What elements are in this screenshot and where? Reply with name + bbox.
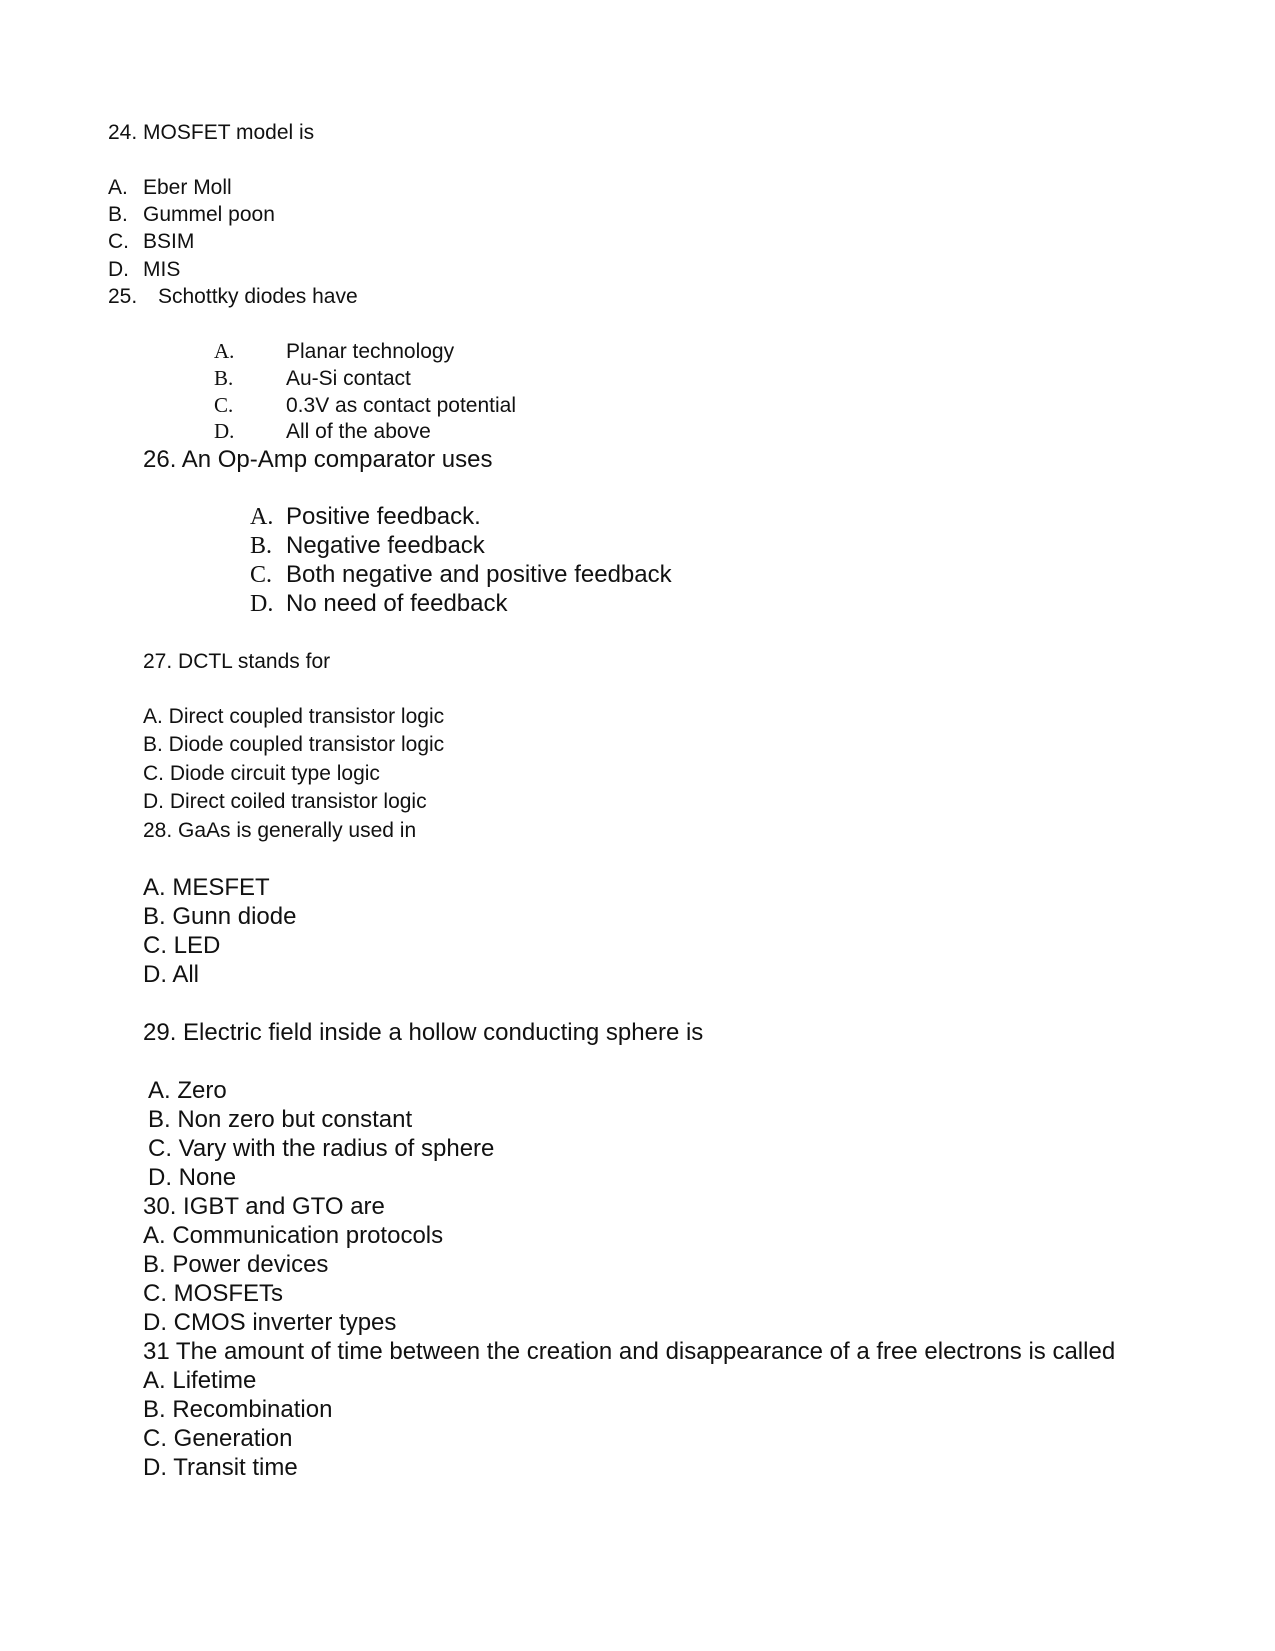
q30-option-a: A. Communication protocols	[143, 1222, 444, 1249]
question-28: 28. GaAs is generally used in	[143, 819, 417, 842]
q29-option-a: A. Zero	[148, 1077, 227, 1104]
q26-option-b-text: Negative feedback	[286, 532, 485, 559]
q29-option-d: D. None	[148, 1164, 237, 1191]
q28-option-c: C. LED	[143, 932, 221, 959]
q29-option-c: C. Vary with the radius of sphere	[148, 1135, 495, 1162]
q24-option-a-letter: A.	[108, 176, 128, 199]
q25-option-a-text: Planar technology	[286, 340, 455, 363]
q29-option-b: B. Non zero but constant	[148, 1106, 413, 1133]
q24-option-b-letter: B.	[108, 203, 128, 226]
q25-option-b-letter: B.	[214, 366, 234, 390]
q28-option-a: A. MESFET	[143, 874, 270, 901]
q27-option-d: D. Direct coiled transistor logic	[143, 790, 427, 813]
question-29: 29. Electric field inside a hollow conducting sphere is	[143, 1019, 704, 1046]
q25-option-a-letter: A.	[214, 339, 235, 363]
q31-option-b: B. Recombination	[143, 1396, 333, 1423]
q25-option-b-text: Au-Si contact	[286, 367, 411, 390]
q26-option-a-text: Positive feedback.	[286, 503, 481, 530]
q26-option-d-letter: D.	[250, 591, 274, 617]
question-26: 26. An Op-Amp comparator uses	[143, 446, 493, 473]
q30-option-c: C. MOSFETs	[143, 1280, 284, 1307]
q31-option-a: A. Lifetime	[143, 1367, 257, 1394]
question-31: 31 The amount of time between the creation and disappearance of a free electrons is called	[143, 1338, 1116, 1365]
q24-option-c-letter: C.	[108, 230, 129, 253]
q25-option-d-text: All of the above	[286, 420, 431, 443]
q26-option-b-letter: B.	[250, 533, 273, 559]
question-27: 27. DCTL stands for	[143, 650, 331, 673]
q30-option-d: D. CMOS inverter types	[143, 1309, 397, 1336]
q31-option-c: C. Generation	[143, 1425, 293, 1452]
q28-option-b: B. Gunn diode	[143, 903, 297, 930]
q30-option-b: B. Power devices	[143, 1251, 329, 1278]
q27-option-b: B. Diode coupled transistor logic	[143, 733, 445, 756]
question-24: 24. MOSFET model is	[108, 121, 315, 144]
q27-option-a: A. Direct coupled transistor logic	[143, 705, 445, 728]
question-25-number: 25.	[108, 285, 138, 308]
question-30: 30. IGBT and GTO are	[143, 1193, 385, 1220]
q24-option-b-text: Gummel poon	[143, 203, 275, 226]
q25-option-d-letter: D.	[214, 419, 235, 443]
q24-option-d-letter: D.	[108, 258, 129, 281]
q24-option-c-text: BSIM	[143, 230, 195, 253]
q25-option-c-text: 0.3V as contact potential	[286, 394, 516, 417]
q26-option-c-letter: C.	[250, 562, 273, 588]
q27-option-c: C. Diode circuit type logic	[143, 762, 380, 785]
q28-option-d: D. All	[143, 961, 200, 988]
q25-option-c-letter: C.	[214, 393, 234, 417]
q24-option-d-text: MIS	[143, 258, 181, 281]
q31-option-d: D. Transit time	[143, 1454, 298, 1481]
q24-option-a-text: Eber Moll	[143, 176, 232, 199]
question-25: Schottky diodes have	[158, 285, 358, 308]
q26-option-a-letter: A.	[250, 504, 274, 530]
q26-option-c-text: Both negative and positive feedback	[286, 561, 672, 588]
q26-option-d-text: No need of feedback	[286, 590, 508, 617]
